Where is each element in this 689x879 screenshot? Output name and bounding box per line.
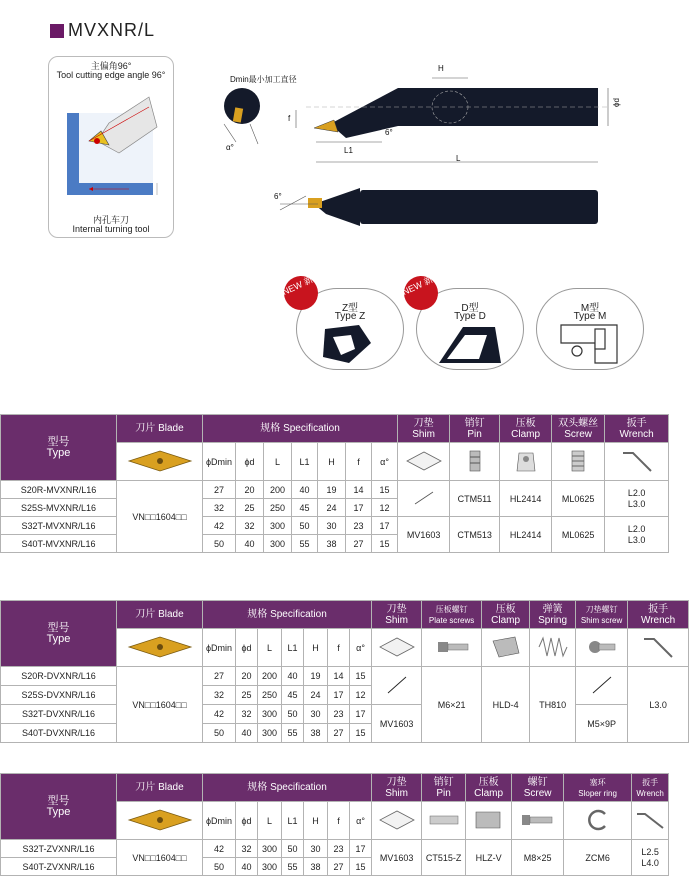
cell-l1: 50 — [282, 705, 304, 724]
dash-mark-icon — [587, 675, 617, 695]
cell-l1: 50 — [292, 517, 318, 535]
cell-d: 40 — [236, 858, 258, 876]
wrench-cell: L2.5 L4.0 — [632, 840, 669, 876]
phi-d-label: ϕd — [611, 98, 621, 107]
shim-icon — [377, 635, 417, 659]
cell-h: 38 — [318, 535, 346, 553]
shim-screw-cell-1 — [576, 667, 628, 705]
clamp-icon — [472, 806, 506, 834]
screw-cell: M8×25 — [512, 840, 564, 876]
blade-header: 刀片 Blade — [117, 415, 203, 443]
sub-dmin: ϕDmin — [203, 629, 236, 667]
cell-h: 30 — [318, 517, 346, 535]
dash-mark-icon — [409, 490, 439, 506]
cell-f: 17 — [328, 686, 350, 705]
cell-l: 300 — [258, 858, 282, 876]
cell-dmin: 27 — [203, 481, 236, 499]
bore-label-en: Internal turning tool — [72, 224, 150, 234]
cell-f: 27 — [328, 858, 350, 876]
cell-alpha: 12 — [372, 499, 398, 517]
cell-l: 250 — [258, 686, 282, 705]
screw-cell-1: ML0625 — [552, 481, 605, 517]
cell-alpha: 17 — [350, 705, 372, 724]
sub-d: ϕd — [236, 629, 258, 667]
table-row-type: S25S-DVXNR/L16 — [1, 686, 117, 705]
sub-f: f — [328, 802, 350, 840]
sub-dmin: ϕDmin — [203, 443, 236, 481]
cell-d: 40 — [236, 724, 258, 743]
sub-l: L — [264, 443, 292, 481]
cell-l1: 55 — [292, 535, 318, 553]
table-row-type: S20R-DVXNR/L16 — [1, 667, 117, 686]
screw-header: 螺钉 Screw — [512, 774, 564, 802]
sub-alpha: α° — [372, 443, 398, 481]
ring-icon — [583, 806, 613, 834]
cell-d: 25 — [236, 499, 264, 517]
dmin-label: Dmin最小加工直径 — [230, 75, 297, 84]
wrench-icon — [617, 447, 657, 475]
cell-l1: 45 — [292, 499, 318, 517]
insert-top — [314, 120, 338, 132]
cell-f: 23 — [328, 840, 350, 858]
type-z-insert-icon — [319, 323, 379, 367]
shim-cell-2: MV1603 — [372, 705, 422, 743]
cell-d: 32 — [236, 840, 258, 858]
cell-dmin: 32 — [203, 499, 236, 517]
cell-h: 24 — [304, 686, 328, 705]
table-row-type: S32T-DVXNR/L16 — [1, 705, 117, 724]
end-view-circle — [224, 88, 260, 124]
tool-shank-side — [360, 190, 598, 224]
table-row-type: S40T-ZVXNR/L16 — [1, 858, 117, 876]
shim-header: 刀垫 Shim — [372, 601, 422, 629]
cell-h: 24 — [318, 499, 346, 517]
screw-icon — [518, 809, 558, 831]
screw-image — [552, 443, 605, 481]
wrench-image — [605, 443, 669, 481]
table-row-type: S25S-MVXNR/L16 — [1, 499, 117, 517]
type-z-cn: Z型 — [341, 303, 359, 314]
clamp-icon — [489, 633, 523, 661]
shim-image — [372, 629, 422, 667]
shim-screw-cell-2: M5×9P — [576, 705, 628, 743]
new-badge-d: NEW 新 — [398, 270, 443, 315]
sloper-ring-cell: ZCM6 — [564, 840, 632, 876]
cell-dmin: 50 — [203, 858, 236, 876]
cell-h: 38 — [304, 724, 328, 743]
screw-icon — [432, 634, 472, 660]
blade-code: VN□□1604□□ — [117, 840, 203, 876]
spec-table-dvxnr — [0, 600, 689, 743]
sub-l1: L1 — [282, 629, 304, 667]
plate-screws-header: 压板螺钉 Plate screws — [422, 601, 482, 629]
shim-image — [372, 802, 422, 840]
wrench-cell: L3.0 — [628, 667, 689, 743]
dash-mark-icon — [382, 675, 412, 695]
type-z-en: Type Z — [334, 311, 366, 322]
cell-d: 32 — [236, 705, 258, 724]
cell-h: 30 — [304, 840, 328, 858]
sloper-ring-image — [564, 802, 632, 840]
six-deg-label: 6° — [385, 128, 393, 137]
cell-alpha: 15 — [350, 724, 372, 743]
clamp-cell-1: HL2414 — [500, 481, 552, 517]
sub-f: f — [328, 629, 350, 667]
cell-d: 25 — [236, 686, 258, 705]
clamp-header: 压板 Clamp — [500, 415, 552, 443]
cell-dmin: 42 — [203, 517, 236, 535]
shim-icon — [404, 449, 444, 473]
sub-d: ϕd — [236, 443, 264, 481]
sloper-ring-header: 塞环 Sloper ring — [564, 774, 632, 802]
pin-image — [422, 802, 466, 840]
screw-icon — [585, 634, 619, 660]
pin-header: 销钉 Pin — [422, 774, 466, 802]
wrench-image — [628, 629, 689, 667]
cell-h: 38 — [304, 858, 328, 876]
shim-header: 刀垫 Shim — [398, 415, 450, 443]
table-row-type: S32T-MVXNR/L16 — [1, 517, 117, 535]
spec-header: 规格 Specification — [203, 415, 398, 443]
cell-f: 17 — [346, 499, 372, 517]
pin-image — [450, 443, 500, 481]
cell-alpha: 12 — [350, 686, 372, 705]
screw-cell-2: ML0625 — [552, 517, 605, 553]
tool-drawing — [210, 64, 630, 234]
type-header: 型号 Type — [1, 415, 117, 481]
shim-cell-2: MV1603 — [398, 517, 450, 553]
plate-screw-image — [422, 629, 482, 667]
angle-label-cn: 主偏角96° — [90, 61, 132, 71]
insert-icon — [125, 807, 195, 833]
cell-dmin: 50 — [203, 724, 236, 743]
clamp-image — [500, 443, 552, 481]
shim-screw-image — [576, 629, 628, 667]
cell-l: 300 — [258, 840, 282, 858]
cell-alpha: 15 — [372, 481, 398, 499]
cell-h: 19 — [304, 667, 328, 686]
clamp-cell: HLD-4 — [482, 667, 530, 743]
cell-l1: 55 — [282, 724, 304, 743]
wrench-header: 扳手 Wrench — [628, 601, 689, 629]
cell-f: 27 — [328, 724, 350, 743]
sub-h: H — [304, 802, 328, 840]
f-label: f — [288, 114, 291, 123]
sub-l1: L1 — [292, 443, 318, 481]
type-d-cn: D型 — [461, 303, 479, 314]
screw-image — [512, 802, 564, 840]
cell-f: 27 — [346, 535, 372, 553]
shim-icon — [377, 808, 417, 832]
cell-f: 14 — [328, 667, 350, 686]
pin-icon — [426, 809, 462, 831]
screw-icon — [563, 447, 593, 475]
cell-alpha: 17 — [350, 840, 372, 858]
insert-icon — [125, 448, 195, 474]
cell-l1: 45 — [282, 686, 304, 705]
cell-d: 32 — [236, 517, 264, 535]
cell-d: 40 — [236, 535, 264, 553]
cell-h: 19 — [318, 481, 346, 499]
table-row-type: S32T-ZVXNR/L16 — [1, 840, 117, 858]
sub-d: ϕd — [236, 802, 258, 840]
blade-image — [117, 443, 203, 481]
clamp-cell-2: HL2414 — [500, 517, 552, 553]
cell-l: 300 — [258, 705, 282, 724]
plate-screws-cell: M6×21 — [422, 667, 482, 743]
sub-dmin: ϕDmin — [203, 802, 236, 840]
clamp-cell: HLZ-V — [466, 840, 512, 876]
cutting-angle-box — [48, 56, 174, 238]
cell-alpha: 15 — [372, 535, 398, 553]
cell-f: 23 — [328, 705, 350, 724]
sub-h: H — [304, 629, 328, 667]
page-title: MVXNR/L — [68, 20, 156, 40]
type-header: 型号 Type — [1, 601, 117, 667]
wrench-cell-1: L2.0 L3.0 — [605, 481, 669, 517]
cell-l: 200 — [258, 667, 282, 686]
cell-f: 23 — [346, 517, 372, 535]
type-m-card — [536, 288, 644, 370]
cell-l1: 55 — [282, 858, 304, 876]
cell-dmin: 32 — [203, 686, 236, 705]
clamp-header: 压板 Clamp — [482, 601, 530, 629]
pin-header: 销钉 Pin — [450, 415, 500, 443]
cell-d: 20 — [236, 481, 264, 499]
blade-header: 刀片 Blade — [117, 774, 203, 802]
wrench-cell-2: L2.0 L3.0 — [605, 517, 669, 553]
wrench-image — [632, 802, 669, 840]
insert-icon — [125, 634, 195, 660]
cell-l: 200 — [264, 481, 292, 499]
alpha-label: α° — [226, 143, 234, 152]
cell-f: 14 — [346, 481, 372, 499]
table-row-type: S40T-DVXNR/L16 — [1, 724, 117, 743]
cell-l1: 50 — [282, 840, 304, 858]
wrench-header: 扳手 Wrench — [632, 774, 669, 802]
sub-f: f — [346, 443, 372, 481]
blade-header: 刀片 Blade — [117, 601, 203, 629]
spring-icon — [535, 634, 571, 660]
blade-image — [117, 629, 203, 667]
blade-image — [117, 802, 203, 840]
shim-cell-1 — [398, 481, 450, 517]
pin-cell: CT515-Z — [422, 840, 466, 876]
wrench-icon — [633, 808, 667, 832]
type-m-cn: M型 — [580, 303, 600, 314]
bore-label-cn: 内孔车刀 — [92, 215, 129, 225]
clamp-image — [482, 629, 530, 667]
spec-table-zvxnr — [0, 773, 669, 876]
cell-d: 20 — [236, 667, 258, 686]
spring-cell: TH810 — [530, 667, 576, 743]
table-row-type: S20R-MVXNR/L16 — [1, 481, 117, 499]
six-deg-label-2: 6° — [274, 192, 282, 201]
sub-alpha: α° — [350, 629, 372, 667]
type-m-en: Type M — [573, 311, 607, 322]
spring-image — [530, 629, 576, 667]
cell-dmin: 42 — [203, 840, 236, 858]
wrench-icon — [638, 633, 678, 661]
cell-dmin: 42 — [203, 705, 236, 724]
sub-h: H — [318, 443, 346, 481]
spec-table-mvxnr — [0, 414, 669, 553]
shim-cell-1 — [372, 667, 422, 705]
type-d-insert-icon — [435, 323, 505, 367]
angle-label-en: Tool cutting edge angle 96° — [56, 70, 166, 80]
bore-diagram — [49, 83, 173, 213]
sub-l: L — [258, 629, 282, 667]
type-d-en: Type D — [454, 311, 486, 322]
cell-dmin: 27 — [203, 667, 236, 686]
cell-l1: 40 — [282, 667, 304, 686]
spec-header: 规格 Specification — [203, 774, 372, 802]
shim-screw-header: 刀垫螺钉 Shim screw — [576, 601, 628, 629]
cell-alpha: 17 — [372, 517, 398, 535]
pin-icon — [460, 447, 490, 475]
blade-code: VN□□1604□□ — [117, 481, 203, 553]
pin-cell-2: CTM513 — [450, 517, 500, 553]
wrench-header: 扳手 Wrench — [605, 415, 669, 443]
shim-cell: MV1603 — [372, 840, 422, 876]
blade-code: VN□□1604□□ — [117, 667, 203, 743]
cell-dmin: 50 — [203, 535, 236, 553]
cell-alpha: 15 — [350, 667, 372, 686]
sub-alpha: α° — [350, 802, 372, 840]
clamp-image — [466, 802, 512, 840]
cell-l: 300 — [258, 724, 282, 743]
cell-alpha: 15 — [350, 858, 372, 876]
clamp-icon — [511, 447, 541, 475]
cell-l: 300 — [264, 535, 292, 553]
l1-label: L1 — [344, 146, 353, 155]
pin-cell-1: CTM511 — [450, 481, 500, 517]
cell-l1: 40 — [292, 481, 318, 499]
sub-l: L — [258, 802, 282, 840]
clamp-header: 压板 Clamp — [466, 774, 512, 802]
sub-l1: L1 — [282, 802, 304, 840]
spring-header: 弹簧 Spring — [530, 601, 576, 629]
title-bar — [50, 20, 155, 41]
cell-l: 250 — [264, 499, 292, 517]
new-badge-z: NEW 新 — [278, 270, 323, 315]
h-label: H — [438, 64, 444, 73]
shim-image — [398, 443, 450, 481]
table-row-type: S40T-MVXNR/L16 — [1, 535, 117, 553]
l-label: L — [456, 154, 461, 163]
type-header: 型号 Type — [1, 774, 117, 840]
title-marker — [50, 24, 64, 38]
screw-header: 双头螺丝 Screw — [552, 415, 605, 443]
cell-l: 300 — [264, 517, 292, 535]
type-m-insert-icon — [555, 323, 625, 367]
spec-header: 规格 Specification — [203, 601, 372, 629]
cell-h: 30 — [304, 705, 328, 724]
shim-header: 刀垫 Shim — [372, 774, 422, 802]
